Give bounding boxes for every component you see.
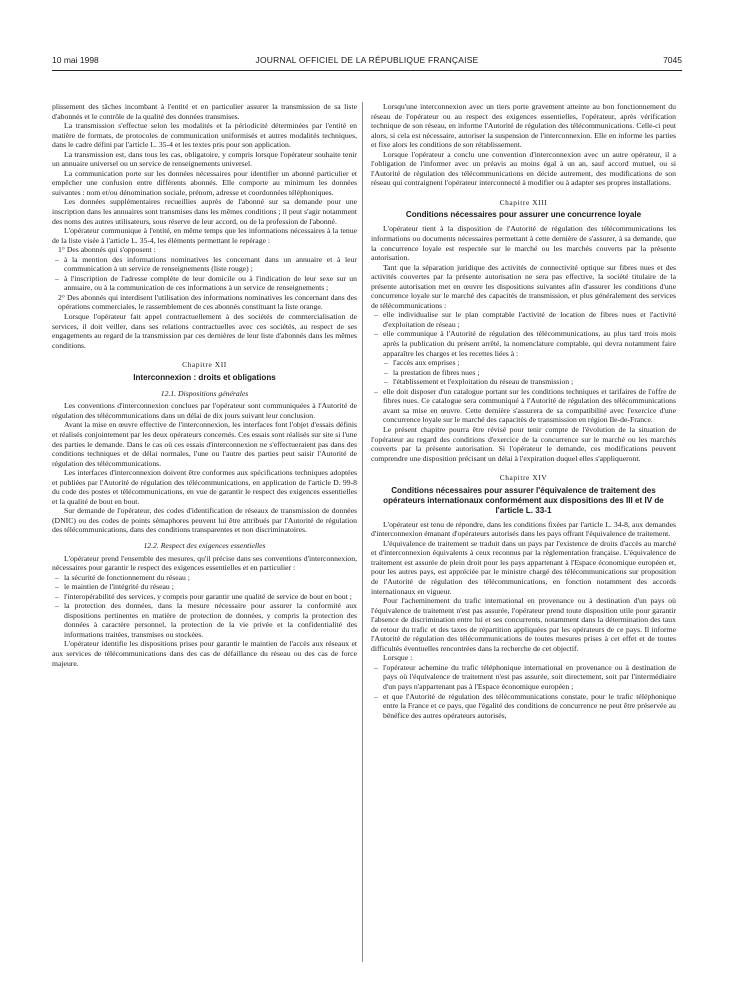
chapter-label: Chapitre XII <box>182 360 227 370</box>
paragraph: Sur demande de l'opérateur, des codes d'identification de réseaux de transmission de données (DNIC) ou des codes de points sémaphores peuvent lui être attribués par l'Autorité de régulation des télécommunications, dans des conditions transparentes et non discriminatoires. <box>52 506 357 535</box>
column-divider <box>362 102 363 962</box>
paragraph: Lorsque l'opérateur fait appel contractuellement à des sociétés de commercialisation de services, il doit veiller, dans ses relations contractuelles avec ces sociétés, au respect de ses engagements au regard de la transmission par ces dernières de leur liste d'abonnés dans les mêmes conditions. <box>52 312 357 350</box>
page-header <box>52 55 682 69</box>
list-item: – et que l'Autorité de régulation des télécommunications constate, pour le trafic téléphonique entre la France et ce pays, que l'égalité des conditions de concurrence ne peut être préservée au bénéfice des autres opérateurs autorisés, <box>371 692 676 721</box>
left-column <box>52 102 357 962</box>
paragraph: Le présent chapitre pourra être révisé pour tenir compte de l'évolution de la situation de l'opérateur au regard des conditions d'exercice de la concurrence sur le marché ou les marchés couverts par la présente autorisation. Si l'opérateur le demande, ces modifications peuvent comprendre une disposition précisant un délai à l'expiration duquel elles s'appliqueront. <box>371 424 676 463</box>
list-item: – l'opérateur achemine du trafic téléphonique international en provenance ou à destination de pays où l'équivalence de traitement n'est pas assurée, soit directement, soit par l'intermédiaire d'un pays n'appartenant pas à l'Espace économique européen ; <box>371 663 676 692</box>
list-item: – la protection des données, dans la mesure nécessaire pour assurer la conformité aux dispositions pertinentes en matière de protection de données, y compris la protection des données à caractère personnel, la protection de la vie privée et la confidentialité des informations traitées, transmises ou stockées. <box>52 601 357 639</box>
paragraph: L'opérateur communique à l'entité, en même temps que les informations nécessaires à la tenue de la liste visée à l'article L. 35-4, les éléments permettant le repérage : <box>52 226 357 245</box>
paragraph: Tant que la séparation juridique des activités de connectivité optique sur fibres nues et des activités couvertes par la présente autorisation ne sera pas effective, la société titulaire de la présente autorisation met en œuvre les dispositions suivantes afin d'assurer les conditions d'une concurrence loyale sur le marché des capacités de transmission, et plus généralement des services de télécommunications : <box>371 262 676 310</box>
list-item: – à l'inscription de l'adresse complète de leur domicile ou à l'indication de leur sexe sur un annuaire, ou à la communication de ces informations à un service de renseignements ; <box>52 274 357 293</box>
paragraph: Les interfaces d'interconnexion doivent être conformes aux spécifications techniques adoptées et publiées par l'Autorité de régulation des télécommunications, en application de l'article D. 99-8 du code des postes et télécommunications, en vue de garantir le respect des exigences essentielles et la qualité de bout en bout. <box>52 468 357 506</box>
paragraph: L'opérateur prend l'ensemble des mesures, qu'il précise dans ses conventions d'interconnexion, nécessaires pour garantir le respect des exigences essentielles et en particulier : <box>52 553 357 573</box>
right-column <box>371 102 676 962</box>
sub-list-item: – la prestation de fibres nues ; <box>371 368 676 378</box>
paragraph: L'équivalence de traitement se traduit dans un pays par l'existence de droits d'accès au marché et d'interconnexion équivalents à ceux reconnus par la réglementation française. L'équivalence de traitement est assurée de plein droit pour les pays appartenant à l'Espace économique européen et, pour les autres pays, est appréciée par le ministre chargé des télécommunications sur proposition de l'Autorité de régulation des télécommunications, en fonction notamment des accords internationaux en vigueur. <box>371 538 676 596</box>
chapter-title: Interconnexion : droits et obligations <box>133 372 276 382</box>
chapter-title: Conditions nécessaires pour assurer l'équivalence de traitement des opérateurs internationaux conformément aux dispositions des III et IV de l'article L. 33-1 <box>383 485 664 515</box>
paragraph: L'opérateur tient à la disposition de l'Autorité de régulation des télécommunications les informations ou documents nécessaires permettant à cette dernière de s'assurer, à sa demande, que la concurrence loyale est respectée sur le marché ou les marchés couverts par la présente autorisation. <box>371 224 676 263</box>
list-item: – elle doit disposer d'un catalogue portant sur les conditions techniques et tarifaires de l'offre de fibres nues. Ce catalogue sera communiqué à l'Autorité de régulation des télécommunications avant sa mise en œuvre. Cette dernière s'assurera de sa compatibilité avec l'exercice d'une concurrence loyale sur le marché des capacités de transmission en région Ile-de-France. <box>371 387 676 425</box>
list-item: – elle communique à l'Autorité de régulation des télécommunications, au plus tard trois mois après la publication du présent arrêté, la nomenclature comptable, qui devra notamment faire apparaître les charges et les recettes liées à : <box>371 329 676 358</box>
issue-date: 10 mai 1998 <box>52 55 99 65</box>
journal-title: JOURNAL OFFICIEL DE LA RÉPUBLIQUE FRANÇAISE <box>255 55 479 65</box>
chapter-label: Chapitre XIII <box>499 197 548 207</box>
chapter-label: Chapitre XIV <box>499 473 548 483</box>
list-item: – l'interopérabilité des services, y compris pour garantir une qualité de service de bout en bout ; <box>52 592 357 602</box>
header-rule <box>52 70 682 71</box>
paragraph: Lorsqu'une interconnexion avec un tiers porte gravement atteinte au bon fonctionnement du réseau de l'opérateur ou au respect des exigences essentielles, l'opérateur, après vérification technique de son réseau, en informe l'Autorité de régulation des télécommunications. Celle-ci peut alors, si cela est nécessaire, autoriser la suspension de l'interconnexion. Elle en informe les parties et fixe alors les conditions de son rétablissement. <box>371 102 676 150</box>
section-heading: 12.2. Respect des exigences essentielles <box>143 540 266 550</box>
paragraph: plissement des tâches incombant à l'entité et en particulier assurer la transmission de sa liste d'abonnés et le contrôle de la qualité des données transmises. <box>52 102 357 121</box>
list-item: – le maintien de l'intégrité du réseau ; <box>52 582 357 592</box>
paragraph: La transmission s'effectue selon les modalités et la périodicité déterminées par l'entité en matière de formats, de protocoles de communication uniformisés et autres modalités techniques, dans le cadre défini par l'article L. 35-4 et les textes pris pour son application. <box>52 121 357 150</box>
list-item: – elle individualise sur le plan comptable l'activité de location de fibres nues et l'activité d'exploitation de réseau ; <box>371 310 676 329</box>
list-item: – la sécurité de fonctionnement du réseau ; <box>52 573 357 583</box>
paragraph: L'opérateur identifie les dispositions prises pour garantir le maintien de l'accès aux réseaux et aux services de télécommunications dans des cas de défaillance du réseau ou des cas de force majeure. <box>52 639 357 668</box>
paragraph: Les données supplémentaires recueillies auprès de l'abonné sur sa demande pour une inscription dans les annuaires sont transmises dans les mêmes conditions ; il peut s'agir notamment des noms des autres utilisateurs, sous réserve de leur accord, ou de la profession de l'abonné. <box>52 197 357 226</box>
chapter-title: Conditions nécessaires pour assurer une concurrence loyale <box>405 210 642 220</box>
paragraph: Lorsque : <box>383 653 413 663</box>
paragraph: La transmission est, dans tous les cas, obligatoire, y compris lorsque l'opérateur souhaite tenir un annuaire universel ou un service de renseignements universel. <box>52 149 357 169</box>
paragraph: L'opérateur est tenu de répondre, dans les conditions fixées par l'article L. 34-8, aux demandes d'interconnexion émanant d'opérateurs autorisés dans les pays offrant l'équivalence de traitement. <box>371 519 676 539</box>
paragraph: Les conventions d'interconnexion conclues par l'opérateur sont communiquées à l'Autorité de régulation des télécommunications dans un délai de dix jours suivant leur conclusion. <box>52 401 357 420</box>
paragraph: La communication porte sur les données nécessaires pour identifier un abonné particulier et empêcher une confusion entre différents abonnés. Elle comporte au minimum les données suivantes : nom et/ou dénomination sociale, prénom, adresse et coordonnées téléphoniques. <box>52 168 357 197</box>
paragraph: Pour l'acheminement du trafic international en provenance ou à destination d'un pays où l'équivalence de traitement n'est pas assurée, l'opérateur prend toute disposition utile pour garantir l'absence de discrimination entre lui et ses concurrents, notamment dans la détermination des taux de retour du trafic et des taxes de répartition appliquées par les opérateurs de ce pays. Il informe l'Autorité de régulation des télécommunications de toutes mesures prises à cet effet et de toutes difficultés éventuelles rencontrées dans la recherche de cet objectif. <box>371 596 676 653</box>
sub-list-item: – l'établissement et l'exploitation du réseau de transmission ; <box>371 377 676 387</box>
paragraph: Lorsque l'opérateur a conclu une convention d'interconnexion avec un autre opérateur, il a l'obligation de l'informer avec un préavis au moins égal à un an, sauf accord mutuel, ou si l'Autorité de régulation des télécommunications en décide autrement, des modifications de son réseau qui contraignent l'opérateur interconnecté à modifier ou à adapter ses propres installations. <box>371 149 676 188</box>
section-heading: 12.1. Dispositions générales <box>160 388 249 398</box>
page-number: 7045 <box>663 55 682 65</box>
numbered-item: 2° Des abonnés qui interdisent l'utilisation des informations nominatives les concernant dans des opérations commerciales, le rassemblement de ces abonnés constituant la liste orange. <box>58 292 357 312</box>
numbered-item: 1° Des abonnés qui s'opposent : <box>58 245 156 255</box>
paragraph: Avant la mise en œuvre effective de l'interconnexion, les interfaces font l'objet d'essais définis et réalisés conjointement par les deux opérateurs concernés. Ces essais sont réalisés sur site si l'une des parties le demande. Dans le cas où ces essais d'interconnexion ne s'effectueraient pas dans des conditions techniques et de délai normales, l'une ou l'autre des parties peut saisir l'Autorité de régulation des télécommunications. <box>52 420 357 468</box>
list-item: – à la mention des informations nominatives les concernant dans un annuaire et à leur communication à un service de renseignements (liste rouge) ; <box>52 255 357 274</box>
sub-list-item: – l'accès aux emprises ; <box>371 358 676 368</box>
